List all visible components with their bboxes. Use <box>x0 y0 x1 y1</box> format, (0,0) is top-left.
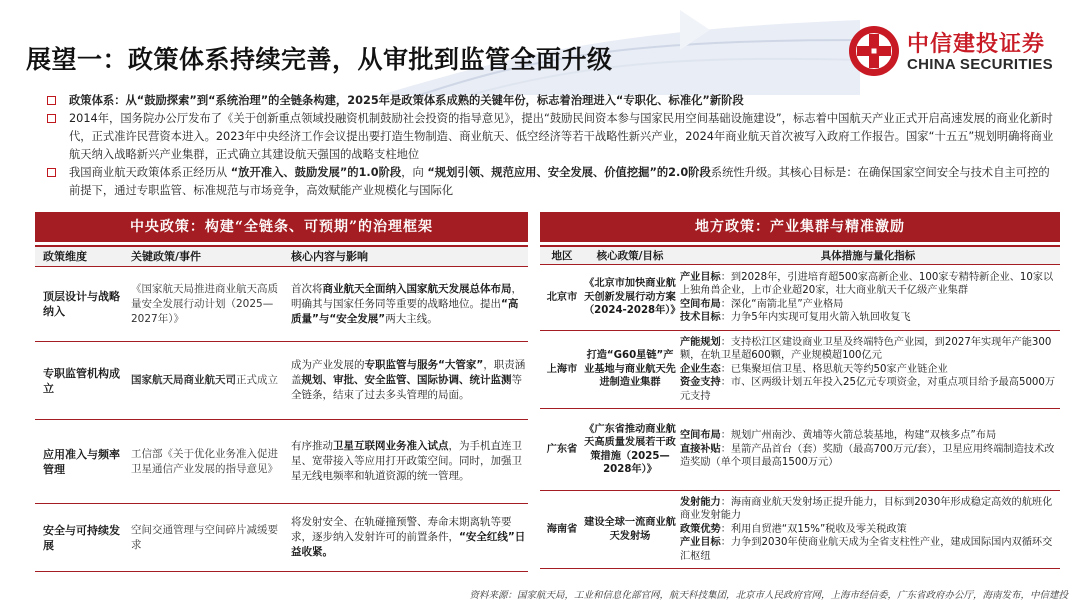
table-row <box>35 420 528 504</box>
key-policy-cell: 工信部《关于优化业务准入促进卫星通信产业发展的指导意见》 <box>131 447 278 475</box>
measure-item: 发射能力：海南商业航天发射场正提升能力，目标到2030年形成稳定高效的航班化商业发射能力 <box>680 496 1053 522</box>
logo-chinese-name: 中信建投证券 <box>907 32 1046 57</box>
table-header-row <box>35 247 528 267</box>
table-row <box>35 267 528 342</box>
local-policy-section-header: 地方政策：产业集群与精准激励 <box>540 212 1060 242</box>
bullet-text-bold: 政策体系：从“鼓励探索”到“系统治理”的全链条构建，2025年是政策体系成熟的关键年份，标志着治理进入“专职化、标准化”新阶段 <box>69 94 744 107</box>
measure-item: 资金支持：市、区两级计划五年投入25亿元专项资金，对重点项目给予最高5000万元支持 <box>680 377 1056 402</box>
measure-item: 技术目标：力争5年内实现可复用火箭入轨回收复飞 <box>680 312 911 323</box>
column-header: 具体措施与量化指标 <box>820 250 916 262</box>
policy-dimension-cell: 应用准入与频率管理 <box>43 447 120 476</box>
bullet-list <box>44 92 1054 200</box>
table-row <box>540 409 1060 491</box>
key-policy-cell: 国家航天局商业航天司正式成立 <box>131 374 278 386</box>
core-policy-cell: 《北京市加快商业航天创新发展行动方案（2024-2028年）》 <box>584 278 681 317</box>
column-header: 关键政策/事件 <box>131 250 202 263</box>
core-content-cell: 成为产业发展的专职监管与服务“大管家”，职责涵盖规划、审批、安全监管、国际协调、统计监测等全链条，结束了过去多头管理的局面。 <box>291 359 526 401</box>
bullet-item <box>44 92 1054 110</box>
region-cell: 海南省 <box>546 523 578 535</box>
bullet-text: ，向 <box>401 166 428 179</box>
region-cell: 上海市 <box>546 363 578 375</box>
measure-item: 直接补贴：星箭产品首台（套）奖励（最高700万元/套），卫星应用终端制造技术改造奖励（单个项目最高1500万元） <box>680 443 1055 469</box>
measures-cell <box>676 265 1060 330</box>
measure-item: 产能规划：支持松江区建设商业卫星及终端特色产业园，到2027年实现年产能300颗，在轨卫星超600颗，产业规模超100亿元 <box>680 336 1052 362</box>
bullet-text-bold: “放开准入、鼓励发展”的1.0阶段 <box>230 166 402 179</box>
measures-cell <box>676 331 1060 408</box>
core-policy-cell: 《广东省推动商业航天高质量发展若干政策措施（2025—2028年）》 <box>584 423 676 475</box>
page-title: 展望一：政策体系持续完善，从审批到监管全面升级 <box>26 45 613 74</box>
key-policy-cell: 《国家航天局推进商业航天高质量安全发展行动计划（2025—2027年）》 <box>131 282 278 325</box>
measures-cell <box>676 409 1060 490</box>
core-policy-cell: 建设全球一流商业航天发射场 <box>584 517 676 542</box>
table-header-row <box>540 247 1060 265</box>
column-header: 核心政策/目标 <box>596 250 664 262</box>
column-header: 政策维度 <box>43 250 87 263</box>
column-header: 核心内容与影响 <box>291 250 368 263</box>
citic-logo-icon <box>847 24 901 78</box>
measure-item: 政策优势：利用自贸港“双15%”税收及零关税政策 <box>680 523 907 535</box>
table-row <box>540 265 1060 331</box>
table-row <box>35 504 528 572</box>
measures-cell <box>676 491 1060 568</box>
measure-item: 产业目标：到2028年，引进培育超500家高新企业、100家专精特新企业、10家以上独角兽企业，上市企业超20家，壮大商业航天千亿级产业集群 <box>680 271 1054 296</box>
checkbox-bullet-icon <box>47 168 56 177</box>
table-row <box>540 331 1060 409</box>
column-header: 地区 <box>551 250 573 262</box>
policy-dimension-cell: 安全与可持续发展 <box>43 523 120 552</box>
core-content-cell: 有序推动卫星互联网业务准入试点，为手机直连卫星、宽带接入等应用打开政策空间。同时，加强卫星无线电频率和轨道资源的统一管理。 <box>291 440 522 482</box>
policy-dimension-cell: 专职监管机构成立 <box>43 366 120 395</box>
measure-item: 空间布局：规划广州南沙、黄埔等火箭总装基地，构建“双核多点”布局 <box>680 430 997 442</box>
bullet-text-bold: “规划引领、规范应用、安全发展、价值挖掘”的2.0阶段 <box>427 166 711 179</box>
local-policy-table <box>540 245 1060 569</box>
region-cell: 广东省 <box>546 443 578 455</box>
bullet-text: 2014年，国务院办公厅发布了《关于创新重点领域投融资机制鼓励社会投资的指导意见》，提出“鼓励民间资本参与国家民用空间基础设施建设”，标志着中国航天产业正式开启高速发展的商业化新时代，正式准许民营资本进入。2023年中央经济工作会议提出要打造生物制造、商业航天、低空经济等若干战略性新兴产业，2024年商业航天首次被写入政府工作报告。国家“十五五”规划明确将商业航天纳入战略新兴产业集群，正式确立其建设航天强国的战略支柱地位 <box>69 112 1054 161</box>
bullet-item <box>44 110 1054 164</box>
measure-item: 产业目标：力争到2030年使商业航天成为全省支柱性产业，建成国际国内双循环交汇枢纽 <box>680 537 1053 562</box>
measure-item: 空间布局：深化“南箭北星”产业格局 <box>680 298 844 310</box>
bullet-item <box>44 164 1054 200</box>
logo-english-name: CHINA SECURITIES <box>907 56 1053 73</box>
core-content-cell: 首次将商业航天全面纳入国家航天发展总体布局，明确其与国家任务同等重要的战略地位。提出“高质量”与“安全发展”两大主线。 <box>291 282 522 325</box>
company-logo <box>847 24 1067 84</box>
central-policy-table <box>35 245 528 572</box>
region-cell: 北京市 <box>546 291 578 303</box>
core-policy-cell: 打造“G60星链”产业基地与商业航天先进制造业集群 <box>584 350 676 389</box>
bullet-text: 系统性升级。其核心目标是：在确保国家空间安全与技术自主可控的前提下，通过专职监管、标准规范与市场竞争，高效赋能产业规模化与国际化 <box>69 166 1050 197</box>
bullet-text: 我国商业航天政策体系正经历从 <box>69 166 231 179</box>
core-content-cell: 将发射安全、在轨碰撞预警、寿命末期离轨等要求，逐步纳入发射许可的前置条件，“安全红线”日益收紧。 <box>291 516 526 558</box>
central-policy-section-header: 中央政策：构建“全链条、可预期”的治理框架 <box>35 212 528 242</box>
measure-item: 企业生态：已集聚垣信卫星、格思航天等约50家产业链企业 <box>680 363 948 375</box>
key-policy-cell: 空间交通管理与空间碎片减缓要求 <box>131 523 278 551</box>
source-note: 资料来源：国家航天局，工业和信息化部官网，航天科技集团，北京市人民政府官网，上海市经信委，广东省政府办公厅，海南发布，中信建投 <box>469 590 1068 601</box>
checkbox-bullet-icon <box>47 96 56 105</box>
policy-dimension-cell: 顶层设计与战略纳入 <box>43 290 120 318</box>
table-row <box>540 491 1060 569</box>
table-row <box>35 342 528 420</box>
checkbox-bullet-icon <box>47 114 56 123</box>
